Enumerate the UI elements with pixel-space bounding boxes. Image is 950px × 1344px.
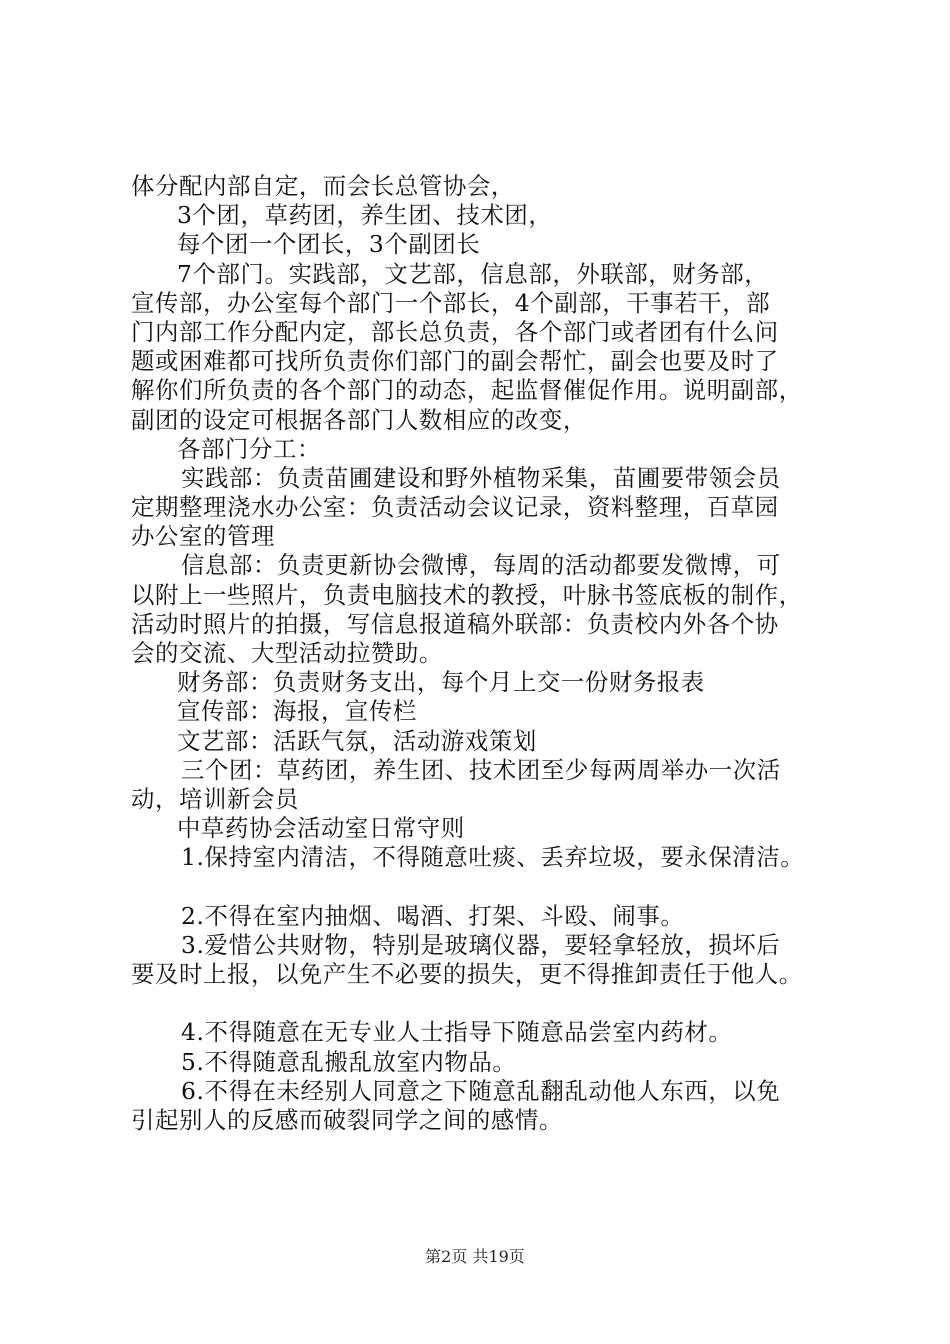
text-line: 实践部：负责苗圃建设和野外植物采集，苗圃要带领会员 [181,463,781,492]
text-line: 7个部门。实践部，文艺部，信息部，外联部，财务部， [177,259,769,288]
text-line: 2.不得在室内抽烟、喝酒、打架、斗殴、闹事。 [181,901,685,930]
document-body [131,172,853,1135]
text-line: 会的交流、大型活动拉赞助。 [131,639,443,667]
text-line: 题或困难都可找所负责你们部门的副会帮忙，副会也要及时了 [131,347,779,376]
text-line: 财务部：负责财务支出，每个月上交一份财务报表 [177,668,705,697]
text-line: 每个团一个团长，3个副团长 [177,230,481,259]
text-line: 动，培训新会员 [131,784,299,813]
text-line: 5.不得随意乱搬乱放室内物品。 [181,1047,517,1076]
text-line: 宣传部，办公室每个部门一个部长，4个副部，干事若干，部 [131,288,771,317]
text-line: 活动时照片的拍摄，写信息报道稿外联部：负责校内外各个协 [131,609,779,638]
text-line: 各部门分工： [177,434,321,463]
text-line: 解你们所负责的各个部门的动态，起监督催促作用。说明副部， [131,376,803,405]
text-line: 4.不得随意在无专业人士指导下随意品尝室内药材。 [181,1018,733,1047]
text-line: 三个团：草药团，养生团、技术团至少每两周举办一次活 [181,755,781,784]
text-line: 副团的设定可根据各部门人数相应的改变， [131,405,587,434]
text-line: 要及时上报，以免产生不必要的损失，更不得推卸责任于他人。 [131,960,803,989]
text-line: 1.保持室内清洁，不得随意吐痰、丢弃垃圾，要永保清洁。 [181,843,805,872]
text-line: 中草药协会活动室日常守则 [177,814,465,843]
blank-line [131,989,853,1018]
text-line: 6.不得在未经别人同意之下随意乱翻乱动他人东西，以免 [181,1076,781,1105]
text-line: 3.爱惜公共财物，特别是玻璃仪器，要轻拿轻放，损坏后 [181,930,781,959]
text-line: 门内部工作分配内定，部长总负责，各个部门或者团有什么问 [131,317,779,346]
text-line: 宣传部：海报，宣传栏 [177,697,417,726]
text-line: 办公室的管理 [131,522,275,551]
text-line: 体分配内部自定，而会长总管协会， [131,172,515,200]
text-line: 定期整理浇水办公室：负责活动会议记录，资料整理，百草园 [131,493,779,522]
text-line: 信息部：负责更新协会微博，每周的活动都要发微博，可 [181,551,781,580]
text-line: 引起别人的反感而破裂同学之间的感情。 [131,1106,563,1134]
text-line: 文艺部：活跃气氛，活动游戏策划 [177,726,537,755]
text-line: 以附上一些照片，负责电脑技术的教授，叶脉书签底板的制作， [131,580,803,609]
page-footer: 第2页 共19页 [425,1247,525,1266]
blank-line [131,873,853,902]
text-line: 3个团，草药团，养生团、技术团， [177,201,553,230]
